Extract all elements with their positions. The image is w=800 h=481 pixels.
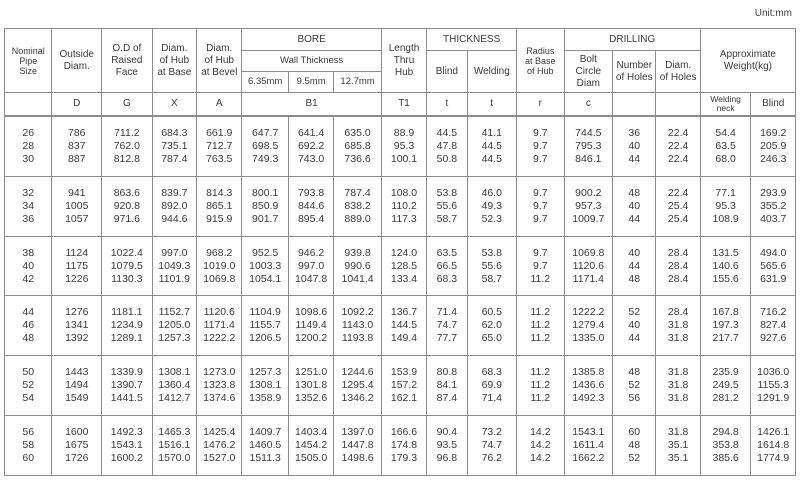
cell-bore-12-7: 635.0 685.8 736.6 — [334, 116, 381, 176]
cell-radius: 11.2 11.2 11.2 — [517, 356, 564, 416]
symbol-hole-diam-blank — [656, 93, 700, 117]
header-wall-9-5: 9.5mm — [288, 72, 333, 93]
cell-radius: 9.7 9.7 11.2 — [517, 236, 564, 296]
cell-thickness-welding: 53.8 55.6 58.7 — [467, 236, 517, 296]
header-welding-neck-weight: Welding neck — [700, 93, 751, 117]
cell-thickness-welding: 46.0 49.3 52.3 — [467, 176, 517, 236]
header-blind-weight: Blind — [751, 93, 796, 117]
header-approx-weight: Approximate Weight(kg) — [700, 29, 795, 93]
cell-bore-12-7: 1244.6 1295.4 1346.2 — [334, 356, 381, 416]
header-outside-diam: Outside Diam. — [52, 29, 102, 93]
cell-bolt-circle: 744.5 795.3 846.1 — [564, 116, 613, 176]
cell-radius: 9.7 9.7 9.7 — [517, 176, 564, 236]
symbol-t-blind: t — [427, 93, 467, 117]
cell-hole-diam: 28.4 31.8 31.8 — [656, 296, 700, 356]
cell-holes-count: 40 44 48 — [613, 236, 656, 296]
cell-hub-bevel: 968.2 1019.0 1069.8 — [197, 236, 242, 296]
symbol-r: r — [517, 93, 564, 117]
header-number-of-holes: Number of Holes — [613, 51, 656, 93]
symbol-x: X — [152, 93, 196, 117]
cell-weight-blind: 293.9 355.2 403.7 — [751, 176, 796, 236]
cell-bore-6-35: 647.7 698.5 749.3 — [242, 116, 288, 176]
cell-outside-diam: 941 1005 1057 — [52, 176, 102, 236]
header-wall-12-7: 12.7mm — [334, 72, 381, 93]
cell-hub-bevel: 661.9 712.7 763.5 — [197, 116, 242, 176]
cell-hole-diam: 22.4 25.4 25.4 — [656, 176, 700, 236]
symbol-b1: B1 — [242, 93, 381, 117]
cell-length-thru-hub: 166.6 174.8 179.3 — [381, 416, 426, 476]
header-diam-hub-bevel: Diam. of Hub at Bevel — [197, 29, 242, 93]
cell-weight-blind: 494.0 565.6 631.9 — [751, 236, 796, 296]
cell-length-thru-hub: 153.9 157.2 162.1 — [381, 356, 426, 416]
cell-od-raised-face: 863.6 920.8 971.6 — [102, 176, 153, 236]
cell-holes-count: 60 48 52 — [613, 416, 656, 476]
header-length-thru-hub: Length Thru Hub — [381, 29, 426, 93]
cell-thickness-blind: 44.5 47.8 50.8 — [427, 116, 467, 176]
cell-holes-count: 36 40 44 — [613, 116, 656, 176]
cell-outside-diam: 1443 1494 1549 — [52, 356, 102, 416]
cell-radius: 14.2 14.2 14.2 — [517, 416, 564, 476]
cell-hub-bevel: 814.3 865.1 915.9 — [197, 176, 242, 236]
cell-hole-diam: 31.8 35.1 35.1 — [656, 416, 700, 476]
cell-outside-diam: 786 837 887 — [52, 116, 102, 176]
cell-holes-count: 48 40 44 — [613, 176, 656, 236]
cell-nps: 56 58 60 — [5, 416, 52, 476]
cell-bore-9-5: 1098.6 1149.4 1200.2 — [288, 296, 333, 356]
cell-hub-base: 997.0 1049.3 1101.9 — [152, 236, 196, 296]
table-row — [5, 416, 796, 476]
cell-bore-12-7: 1092.2 1143.0 1193.8 — [334, 296, 381, 356]
flange-dimensions-table — [4, 28, 796, 476]
cell-holes-count: 52 40 44 — [613, 296, 656, 356]
cell-od-raised-face: 1181.1 1234.9 1289.1 — [102, 296, 153, 356]
cell-bolt-circle: 1543.1 1611.4 1662.2 — [564, 416, 613, 476]
cell-od-raised-face: 711.2 762.0 812.8 — [102, 116, 153, 176]
cell-weight-welding-neck: 235.9 249.5 281.2 — [700, 356, 751, 416]
cell-weight-blind: 169.2 205.9 246.3 — [751, 116, 796, 176]
cell-bore-12-7: 939.8 990.6 1041.4 — [334, 236, 381, 296]
cell-hole-diam: 22.4 22.4 22.4 — [656, 116, 700, 176]
cell-thickness-blind: 63.5 66.5 68.3 — [427, 236, 467, 296]
cell-nps: 26 28 30 — [5, 116, 52, 176]
header-od-raised-face: O.D of Raised Face — [102, 29, 153, 93]
cell-bolt-circle: 1069.8 1120.6 1171.4 — [564, 236, 613, 296]
cell-thickness-welding: 73.2 74.7 76.2 — [467, 416, 517, 476]
cell-weight-blind: 716.2 827.4 927.6 — [751, 296, 796, 356]
cell-radius: 11.2 11.2 11.2 — [517, 296, 564, 356]
symbol-d: D — [52, 93, 102, 117]
cell-hub-base: 684.3 735.1 787.4 — [152, 116, 196, 176]
header-thickness: THICKNESS — [427, 29, 517, 51]
cell-bore-9-5: 641.4 692.2 743.0 — [288, 116, 333, 176]
cell-hub-base: 1308.1 1360.4 1412.7 — [152, 356, 196, 416]
header-wall-thickness: Wall Thickness — [242, 51, 381, 72]
cell-thickness-welding: 68.3 69.9 71.4 — [467, 356, 517, 416]
cell-weight-welding-neck: 131.5 140.6 155.6 — [700, 236, 751, 296]
cell-length-thru-hub: 136.7 144.5 149.4 — [381, 296, 426, 356]
cell-od-raised-face: 1339.9 1390.7 1441.5 — [102, 356, 153, 416]
cell-hub-base: 839.7 892.0 944.6 — [152, 176, 196, 236]
cell-thickness-blind: 71.4 74.7 77.7 — [427, 296, 467, 356]
symbol-g: G — [102, 93, 153, 117]
cell-hub-bevel: 1425.4 1476.2 1527.0 — [197, 416, 242, 476]
cell-hub-base: 1465.3 1516.1 1570.0 — [152, 416, 196, 476]
cell-bore-9-5: 1403.4 1454.2 1505.0 — [288, 416, 333, 476]
cell-nps: 50 52 54 — [5, 356, 52, 416]
header-blind-thickness: Blind — [427, 51, 467, 93]
symbol-t1: T1 — [381, 93, 426, 117]
cell-hole-diam: 31.8 31.8 31.8 — [656, 356, 700, 416]
symbol-holes-blank — [613, 93, 656, 117]
cell-length-thru-hub: 88.9 95.3 100.1 — [381, 116, 426, 176]
table-row — [5, 296, 796, 356]
cell-holes-count: 48 52 56 — [613, 356, 656, 416]
header-drilling: DRILLING — [564, 29, 700, 51]
cell-bore-12-7: 1397.0 1447.8 1498.6 — [334, 416, 381, 476]
cell-weight-blind: 1036.0 1155.3 1291.9 — [751, 356, 796, 416]
cell-thickness-blind: 80.8 84.1 87.4 — [427, 356, 467, 416]
cell-bolt-circle: 1385.8 1436.6 1492.3 — [564, 356, 613, 416]
table-row — [5, 356, 796, 416]
cell-weight-welding-neck: 77.1 95.3 108.9 — [700, 176, 751, 236]
cell-hub-base: 1152.7 1205.0 1257.3 — [152, 296, 196, 356]
cell-thickness-blind: 53.8 55.6 58.7 — [427, 176, 467, 236]
header-wall-6-35: 6.35mm — [242, 72, 288, 93]
cell-nps: 38 40 42 — [5, 236, 52, 296]
cell-nps: 32 34 36 — [5, 176, 52, 236]
unit-label: Unit:mm — [754, 8, 792, 19]
table-row — [5, 236, 796, 296]
cell-nps: 44 46 48 — [5, 296, 52, 356]
cell-bolt-circle: 900.2 957.3 1009.7 — [564, 176, 613, 236]
cell-bore-6-35: 800.1 850.9 901.7 — [242, 176, 288, 236]
cell-weight-welding-neck: 294.8 353.8 385.6 — [700, 416, 751, 476]
cell-length-thru-hub: 108.0 110.2 117.3 — [381, 176, 426, 236]
cell-outside-diam: 1124 1175 1226 — [52, 236, 102, 296]
cell-thickness-welding: 60.5 62.0 65.0 — [467, 296, 517, 356]
cell-bore-9-5: 946.2 997.0 1047.8 — [288, 236, 333, 296]
cell-bolt-circle: 1222.2 1279.4 1335.0 — [564, 296, 613, 356]
cell-bore-6-35: 1104.9 1155.7 1206.5 — [242, 296, 288, 356]
cell-bore-9-5: 1251.0 1301.8 1352.6 — [288, 356, 333, 416]
cell-bore-12-7: 787.4 838.2 889.0 — [334, 176, 381, 236]
header-radius-base-hub: Radius at Base of Hub — [517, 29, 564, 93]
header-diam-of-holes: Diam. of Holes — [656, 51, 700, 93]
cell-od-raised-face: 1022.4 1079.5 1130.3 — [102, 236, 153, 296]
cell-hole-diam: 28.4 28.4 28.4 — [656, 236, 700, 296]
cell-radius: 9.7 9.7 9.7 — [517, 116, 564, 176]
cell-thickness-blind: 90.4 93.5 96.8 — [427, 416, 467, 476]
cell-length-thru-hub: 124.0 128.5 133.4 — [381, 236, 426, 296]
symbol-c: c — [564, 93, 613, 117]
cell-bore-6-35: 952.5 1003.3 1054.1 — [242, 236, 288, 296]
cell-weight-welding-neck: 167.8 197.3 217.7 — [700, 296, 751, 356]
cell-bore-9-5: 793.8 844.6 895.4 — [288, 176, 333, 236]
header-diam-hub-base: Diam. of Hub at Base — [152, 29, 196, 93]
cell-bore-6-35: 1409.7 1460.5 1511.3 — [242, 416, 288, 476]
cell-bore-6-35: 1257.3 1308.1 1358.9 — [242, 356, 288, 416]
header-nominal-pipe-size: Nominal Pipe Size — [5, 29, 52, 93]
cell-weight-welding-neck: 54.4 63.5 68.0 — [700, 116, 751, 176]
header-bore: BORE — [242, 29, 381, 51]
symbol-t-welding: t — [467, 93, 517, 117]
cell-od-raised-face: 1492.3 1543.1 1600.2 — [102, 416, 153, 476]
symbol-a: A — [197, 93, 242, 117]
cell-hub-bevel: 1273.0 1323.8 1374.6 — [197, 356, 242, 416]
cell-outside-diam: 1276 1341 1392 — [52, 296, 102, 356]
table-row — [5, 116, 796, 176]
table-row — [5, 176, 796, 236]
cell-hub-bevel: 1120.6 1171.4 1222.2 — [197, 296, 242, 356]
header-welding-thickness: Welding — [467, 51, 517, 93]
header-bolt-circle-diam: Bolt Circle Diam — [564, 51, 613, 93]
cell-weight-blind: 1426.1 1614.8 1774.9 — [751, 416, 796, 476]
cell-thickness-welding: 41.1 44.5 44.5 — [467, 116, 517, 176]
symbol-nps-blank — [5, 93, 52, 117]
cell-outside-diam: 1600 1675 1726 — [52, 416, 102, 476]
